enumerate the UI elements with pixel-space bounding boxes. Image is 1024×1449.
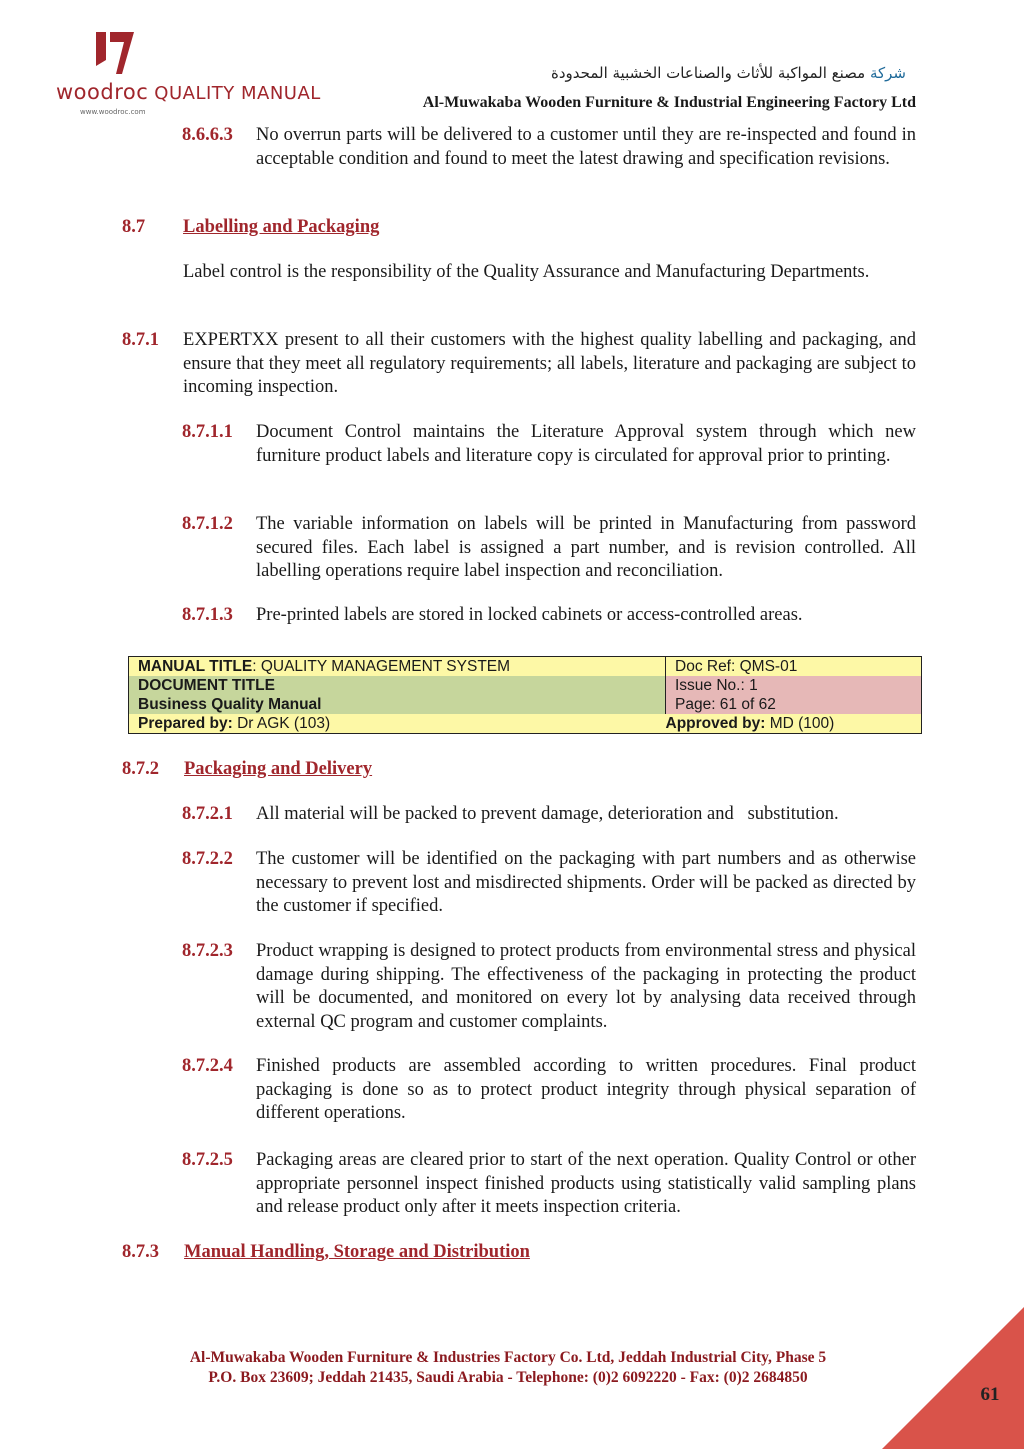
document-control-table	[128, 656, 922, 734]
section-text: Packaging areas are cleared prior to start of the next operation. Quality Control or other appropriate personnel inspect finished products using statistically valid sampling plans and release product only after it meets inspection criteria.	[256, 1150, 916, 1218]
section-number: 8.7.3	[122, 1242, 159, 1262]
section-text: Finished products are assembled according to written procedures. Final product packaging is done so as to protect product integrity through physical separation of different operations.	[256, 1056, 916, 1124]
doc-ref-cell: Doc Ref: QMS-01	[666, 657, 922, 677]
section-text: Pre-printed labels are stored in locked cabinets or access-controlled areas.	[256, 605, 803, 625]
section-number: 8.7.2.4	[182, 1056, 233, 1076]
section-number: 8.7.2.3	[182, 941, 233, 961]
section-number: 8.7.2.1	[182, 804, 233, 824]
section-number: 8.7.1.2	[182, 514, 233, 534]
section-heading: Packaging and Delivery	[184, 759, 373, 779]
footer-address-line: Al-Muwakaba Wooden Furniture & Industries Factory Co. Ltd, Jeddah Industrial City, Phase 5	[189, 1349, 827, 1366]
section-number: 8.7.2.2	[182, 849, 233, 869]
page-footer	[0, 1348, 1016, 1388]
page-info-cell: Page: 61 of 62	[666, 695, 922, 714]
footer-contact-line: P.O. Box 23609; Jeddah 21435, Saudi Arabia - Telephone: (0)2 6092220 - Fax: (0)2 2684850	[208, 1369, 808, 1386]
company-name: Al-Muwakaba Wooden Furniture & Industrial Engineering Factory Ltd	[422, 94, 916, 111]
section-heading: Labelling and Packaging	[183, 217, 380, 237]
section-number: 8.7.2	[122, 759, 159, 779]
section-text: EXPERTXX present to all their customers with the highest quality labelling and packaging, and ensure that they meet all regulatory requirements; all labels, literature and packaging are subject to incoming inspection.	[183, 330, 916, 398]
section-number: 8.7.1	[122, 330, 159, 350]
document-title-label: DOCUMENT TITLE	[129, 676, 666, 695]
section-text: All material will be packed to prevent damage, deterioration and substitution.	[256, 804, 839, 824]
arabic-company-name: شركة مصنع المواكبة للأثاث والصناعات الخشبية المحدودة	[551, 64, 906, 82]
section-number: 8.7.2.5	[182, 1150, 233, 1170]
section-text: The variable information on labels will be printed in Manufacturing from password secured files. Each label is assigned a part number, and is revision controlled. All labelling operations require label inspection and reconciliation.	[256, 514, 916, 582]
brand-name: woodroc	[56, 80, 149, 104]
section-text: Document Control maintains the Literature Approval system through which new furniture product labels and literature copy is circulated for approval prior to printing.	[256, 422, 916, 466]
section-text: The customer will be identified on the packaging with part numbers and as otherwise necessary to prevent lost and misdirected shipments. Order will be packed as directed by the customer if specified.	[256, 849, 916, 917]
document-title-value: Business Quality Manual	[129, 695, 666, 714]
woodroc-logo-icon	[92, 30, 136, 76]
section-number: 8.7	[122, 217, 146, 237]
logo-wordmark	[56, 80, 321, 104]
section-number: 8.7.1.1	[182, 422, 233, 442]
section-heading: Manual Handling, Storage and Distribution	[184, 1242, 530, 1262]
issue-no-cell: Issue No.: 1	[666, 676, 922, 695]
logo-url: www.woodroc.com	[80, 108, 146, 116]
corner-triangle-icon	[882, 1307, 1024, 1449]
brand-suffix: QUALITY MANUAL	[154, 83, 321, 104]
approved-by-cell: Approved by: MD (100)	[666, 714, 922, 734]
section-intro: Label control is the responsibility of the Quality Assurance and Manufacturing Departments.	[183, 262, 870, 282]
section-text: Product wrapping is designed to protect products from environmental stress and physical damage during shipping. The effectiveness of the packaging in protecting the product will be documented, and monitored on every lot by analysing data received through external QC program and customer complaints.	[256, 941, 916, 1033]
prepared-by-cell: Prepared by: Dr AGK (103)	[129, 714, 666, 734]
section-number: 8.6.6.3	[182, 125, 233, 145]
section-number: 8.7.1.3	[182, 605, 233, 625]
manual-title-cell: MANUAL TITLE: QUALITY MANAGEMENT SYSTEM	[129, 657, 666, 677]
section-text: No overrun parts will be delivered to a customer until they are re-inspected and found in acceptable condition and found to meet the latest drawing and specification revisions.	[256, 125, 916, 169]
page-number: 61	[980, 1384, 1000, 1405]
